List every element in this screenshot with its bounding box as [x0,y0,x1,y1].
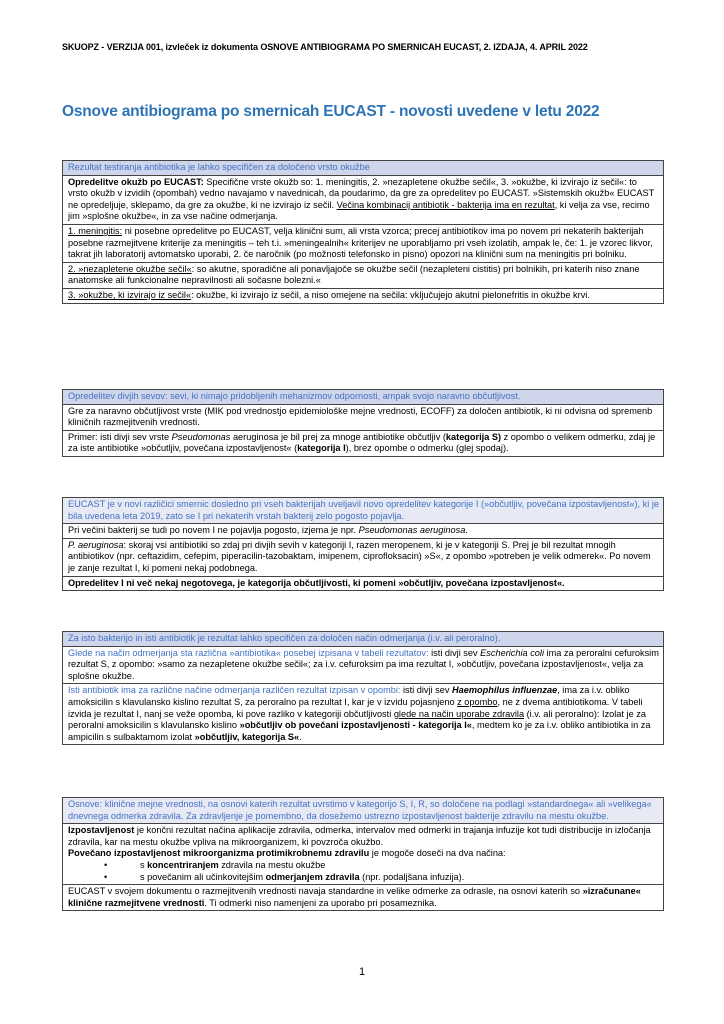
text: : so akutne, sporadične ali ponavljajoče se okužbe sečil (nezapleteni cistitis) pri bolnikih, pri katerih niso znane anatomske ali funkcionalne nepravilnosti ali sočasne bolezni.« [68,263,640,286]
italic-text: Escherichia coli [480,647,544,658]
text: je mogoče doseči na dva načina: [369,848,506,859]
text: s povečanim ali učinkovitejšim [140,871,266,882]
paragraph [63,646,663,684]
text: , medtem ko je za i.v. obliko antibiotika in za ampicilin s sulbaktamom izolat [68,720,651,742]
bold-text: »občutljiv, kategorija S« [194,731,300,742]
bold-text: kategorija I [297,443,346,454]
text: Pri večini bakterij se tudi po novem I ne pojavlja pogosto, izjema je npr. [68,525,359,536]
blue-text: Glede na način odmerjanja sta različna »antibiotika« posebej izpisana v tabeli rezultatov: [68,647,429,658]
text: ni posebne opredelitve po EUCAST, velja klinični sum, ali vrsta vzorca; precej antibiotikov ima po novem pri nekaterih bakterijah posebne razmejitvene kriterije za meningitis – teh t.i. »meningealnih« kriterijev ne uporabljamo pri vseh izolatih, ampak le, če: 1. je vzorec likvor, takrat jih laboratorij avtomatsko uporabi, 2. če naročnik (po možnosti telefonsko in pisno) opozori na klinični sum na meningitis pri bolniku. [68,225,653,260]
text: , ki velja za vse, recimo jim »splošne okužbe«, in za vse načine odmerjanja. [68,199,650,222]
paragraph: Gre za naravno občutljivost vrste (MIK pod vrednostjo epidemiološke mejne vrednosti, ECOFF) za določen antibiotik, ki ni odvisna od spremenb kliničnih razmejitvenih vrednosti. [63,404,663,430]
text: s [140,859,148,870]
underlined-text: glede na način uporabe zdravila [393,708,525,719]
text: . [299,731,302,742]
underlined-text: 2. »nezapletene okužbe sečil« [68,263,192,274]
underlined-text: z opombo [457,696,498,707]
text: . Ti odmerki niso namenjeni za uporabo pri posameznika. [204,897,437,908]
text: z opombo o velikem odmerku, zdaj je za iste antibiotike »občutljiv, povečana izpostavljenost« ( [68,431,656,454]
bold-text: koncentriranjem [147,859,219,870]
text: (i.v. ali peroralno): Izolat je za peroralni amoksicilin s klavulansko kislino [68,708,646,731]
section-wild-strains [62,389,664,457]
text: ), brez opombe o odmerku (glej spodaj). [345,443,509,454]
text: : okužbe, ki izvirajo iz sečil, a niso omejene na sečila: vključujejo akutni pielonefritis in okužbe krvi. [191,289,590,300]
page-number: 1 [358,966,366,978]
section-heading: Za isto bakterijo in isti antibiotik je rezultat lahko specifičen za določen način odmerjanja (i.v. ali peroralno). [63,632,663,646]
underlined-text: 3. »okužbe, ki izvirajo iz sečil« [68,289,192,300]
paragraph [68,825,659,848]
bullet-item [68,872,659,884]
text: EUCAST v svojem dokumentu o razmejitvenih vrednosti navaja standardne in velike odmerke za odrasle, na osnovi katerih so [68,886,583,897]
paragraph [63,884,663,910]
text: ima za peroralni cefuroksim rezultat S, z opombo: »samo za nezapletene okužbe sečil«; za i.v. cefuroksim pa ima rezultat I, »občutljiv, povečana izpostavljenost«, velja za splošne okužbe. [68,647,659,681]
text: Primer: isti divji sev vrste [68,431,172,442]
paragraph [63,523,663,538]
bold-text: »občutljiv ob povečani izpostavljenosti - kategorija I« [239,720,472,731]
section-heading: EUCAST je v novi različici smernic dosledno pri vseh bakterijah uveljavil novo opredelitev kategorije I (»občutljiv, povečana izpostavljenost«), ki je bila uvedena leta 2019, zato se I pri nekaterih vrstah bakterij zelo pogosto pojavlja. [63,498,663,523]
bold-text: »izračunane« klinične razmejitvene vrednosti [68,886,641,908]
text: (npr. podaljšana infuzija). [359,871,465,882]
text: , ne z dvema antibiotikoma. V tabeli izvida je rezultat I, nanj se veže opomba, ki pove razliko v kategoriji občutljivosti [68,696,643,719]
text: . [465,525,468,536]
paragraph [63,262,663,288]
paragraph [63,430,663,456]
paragraph [63,175,663,224]
paragraph [63,683,663,744]
underlined-text: 1. meningitis: [68,225,123,236]
text: Specifične vrste okužb so: 1. meningitis, 2. »nezapletene okužbe sečil«, 3. »okužbe, ki izvirajo iz sečil«: to vrsto okužb v izvidih (opombah) vedno navajamo v navednicah, da poudarimo, da gre za opredelitev po EUCAST. »Sistemskih okužb« EUCAST ne opredeljuje, sklepamo, da gre za okužbe, ki ne izvirajo iz sečil. [68,176,655,210]
paragraph [68,848,659,860]
bullet-item [68,860,659,872]
section-heading: Rezultat testiranja antibiotika je lahko specifičen za določeno vrsto okužbe [63,161,663,175]
underlined-text: Večina kombinacij antibiotik - bakterija ima en rezultat [336,199,555,210]
text: isti divji sev [428,647,481,658]
paragraph [63,288,663,303]
text: aeruginosa je bil prej za mnoge antibiotike občutljiv ( [230,431,446,442]
blue-text: Isti antibiotik ima za različne načine odmerjanja različen rezultat izpisan v opombi: [68,685,401,696]
italic-text: Haemophilus influenzae [452,685,558,696]
section-heading: Osnove: klinične mejne vrednosti, na osnovi katerih rezultat uvrstimo v kategorijo S, I, R, so določene na podlagi »standardnega« ali »velikega« dnevnega odmerka zdravila. Za zdravljenje je pomembno, da dosežemo ustrezno izpostavljenost bakterije zdravilu na mestu okužbe. [63,798,663,823]
paragraph [63,224,663,262]
italic-text: Pseudomonas aeruginosa [358,525,466,536]
section-infection-type [62,160,664,304]
bold-text: Opredelitve okužb po EUCAST: [68,176,204,187]
text: zdravila na mestu okužbe [218,859,326,870]
section-heading: Opredelitev divjih sevov: sevi, ki nimajo pridobljenih mehanizmov odpornosti, ampak svojo naravno občutljivost. [63,390,663,404]
document-header: SKUOPZ - VERZIJA 001, izvleček iz dokumenta OSNOVE ANTIBIOGRAMA PO SMERNICAH EUCAST, 2. IZDAJA, 4. APRIL 2022 [62,42,588,52]
text: isti divji sev [400,685,453,696]
section-category-i [62,497,664,591]
text: : skoraj vsi antibiotiki so zdaj pri divjih sevih v kategoriji I, razen meropenem, ki je v kategoriji S. Prej je bil rezultat mnogih antibiotikov (npr. ceftazidim, cefepim, piperacilin-tazobaktam, imipenem, ciprofloksacin) »S«, z opombo »potreben je velik odmerek«. Po novem je zanje rezultat I, ki pomeni nekaj podobnega. [68,539,651,573]
section-dosing-route [62,631,664,745]
bold-text: kategorija S) [445,431,502,442]
page-title: Osnove antibiograma po smernicah EUCAST - novosti uvedene v letu 2022 [62,103,600,120]
paragraph-block [63,823,663,884]
paragraph: Opredelitev I ni več nekaj negotovega, je kategorija občutljivosti, ki pomeni »občutljiv, povečana izpostavljenost«. [63,576,663,591]
italic-text: P. aeruginosa [68,539,124,550]
text: je končni rezultat načina aplikacije zdravila, odmerka, intervalov med odmerki in trajanja infuzije kot tudi distribucije in izločanja zdravila, kar na mestu okužbe vpliva na mikroorganizem, ki povzroča okužbo. [68,825,651,847]
text: , ima za i.v. obliko amoksicilin s klavulansko kislino rezultat S, za peroralno pa rezultat I, kar je v izvidu pojasnjeno [68,685,630,707]
italic-text: Pseudomonas [171,431,231,442]
bold-text: odmerjanjem zdravila [265,871,360,882]
bold-text: Povečano izpostavljenost mikroorganizma protimikrobnemu zdravilu [68,848,370,859]
bold-text: Izpostavljenost [68,825,135,836]
section-breakpoints [62,797,664,911]
paragraph [63,538,663,576]
